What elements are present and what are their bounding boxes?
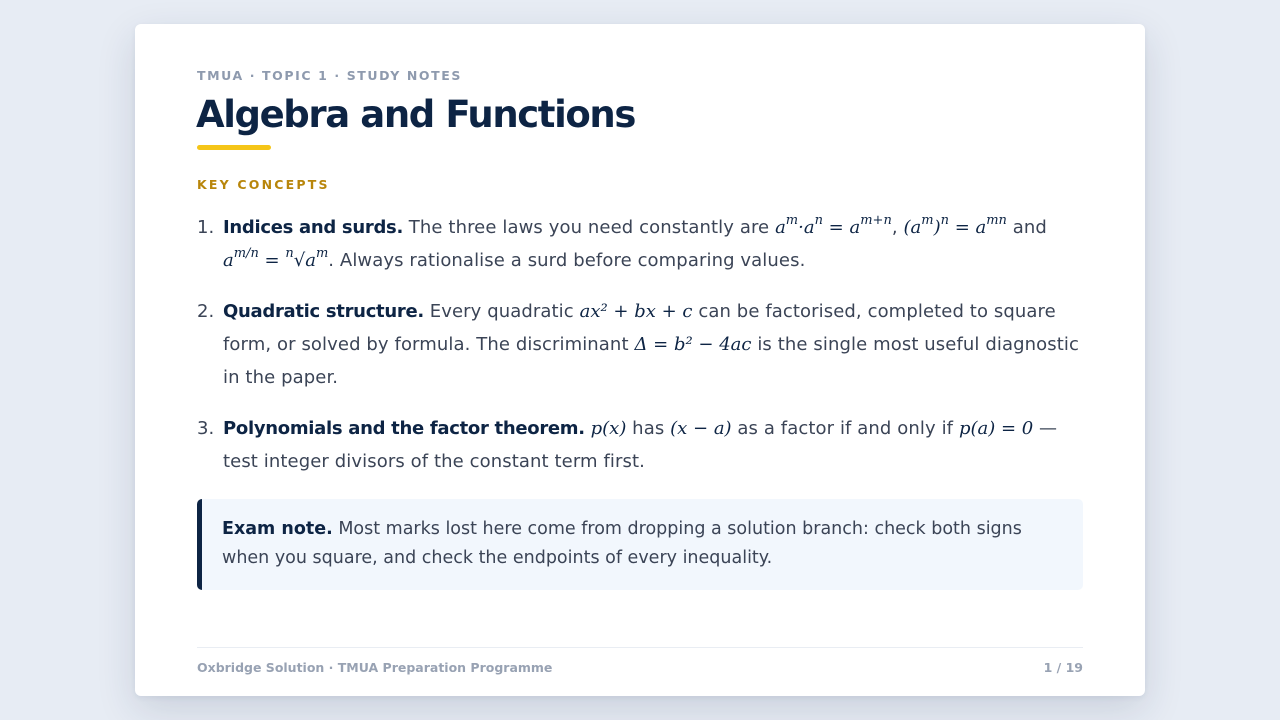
concept-text: . Always rationalise a surd before comparing values. <box>328 250 806 271</box>
math-expression: a <box>775 217 786 238</box>
concept-text: , <box>891 217 904 238</box>
concept-item-factor-theorem <box>197 412 1083 478</box>
concept-text: as a factor if and only if <box>731 418 959 439</box>
math-expression: (x − a) <box>670 418 732 439</box>
math-expression: = <box>258 250 286 271</box>
math-exponent <box>921 213 934 238</box>
concept-number: 1. <box>197 217 215 238</box>
concept-title: Quadratic structure. <box>223 301 424 322</box>
math-expression: ) <box>933 217 941 238</box>
page-eyebrow: TMUA · TOPIC 1 · STUDY NOTES <box>197 68 463 83</box>
concept-text: has <box>626 418 671 439</box>
exam-note-text: Most marks lost here come from dropping a solution branch: check both signs when you square, and check the endpoints of every inequality. <box>222 519 1022 568</box>
title-underline-accent <box>197 145 271 150</box>
math-expression: p(x) <box>590 418 627 439</box>
superscript: m <box>921 213 934 228</box>
concept-text: is the single most useful diagnostic in the paper. <box>223 334 1079 388</box>
math-exponent <box>285 246 294 271</box>
math-expression: p(a) = 0 <box>958 418 1034 439</box>
concept-item-indices <box>197 211 1083 277</box>
math-expression: = a <box>948 217 987 238</box>
footer-divider <box>197 647 1083 648</box>
concept-text: Every quadratic <box>423 301 580 322</box>
math-exponent <box>940 213 949 238</box>
concept-text: — test integer divisors of the constant term first. <box>223 418 1058 472</box>
superscript: n <box>814 213 823 228</box>
math-expression: Δ = b² − 4ac <box>634 334 752 355</box>
superscript: n <box>285 246 294 261</box>
math-expression: a <box>223 250 234 271</box>
concept-title: Indices and surds. <box>223 217 403 238</box>
concept-number: 3. <box>197 418 215 439</box>
page-title: Algebra and Functions <box>196 93 635 136</box>
concept-text: can be factorised, completed to square form, or solved by formula. The discriminant <box>223 301 1056 355</box>
math-exponent <box>860 213 892 238</box>
concept-list <box>197 211 1083 496</box>
exam-note-label: Exam note. <box>222 519 333 539</box>
superscript: m+n <box>860 213 892 228</box>
superscript: mn <box>986 213 1007 228</box>
superscript: n <box>940 213 949 228</box>
math-exponent <box>814 213 823 238</box>
math-expression: (a <box>903 217 922 238</box>
footer-programme: Oxbridge Solution · TMUA Preparation Programme <box>197 660 553 675</box>
math-exponent <box>233 246 259 271</box>
notes-page <box>135 24 1145 696</box>
math-exponent <box>785 213 799 238</box>
concept-item-quadratic <box>197 295 1083 394</box>
math-exponent <box>315 246 329 271</box>
math-expression: = a <box>822 217 861 238</box>
superscript: m/n <box>233 246 259 261</box>
math-expression: ax² + bx + c <box>579 301 693 322</box>
concept-number: 2. <box>197 301 215 322</box>
math-expression: ·a <box>798 217 815 238</box>
exam-note-callout <box>197 499 1083 590</box>
concept-text: The three laws you need constantly are <box>402 217 776 238</box>
math-expression: √a <box>293 250 316 271</box>
superscript: m <box>315 246 329 261</box>
page-number: 1 / 19 <box>1043 660 1083 675</box>
section-label: KEY CONCEPTS <box>197 177 330 192</box>
superscript: m <box>785 213 799 228</box>
concept-text: and <box>1006 217 1047 238</box>
concept-title: Polynomials and the factor theorem. <box>223 418 585 439</box>
math-exponent <box>986 213 1007 238</box>
